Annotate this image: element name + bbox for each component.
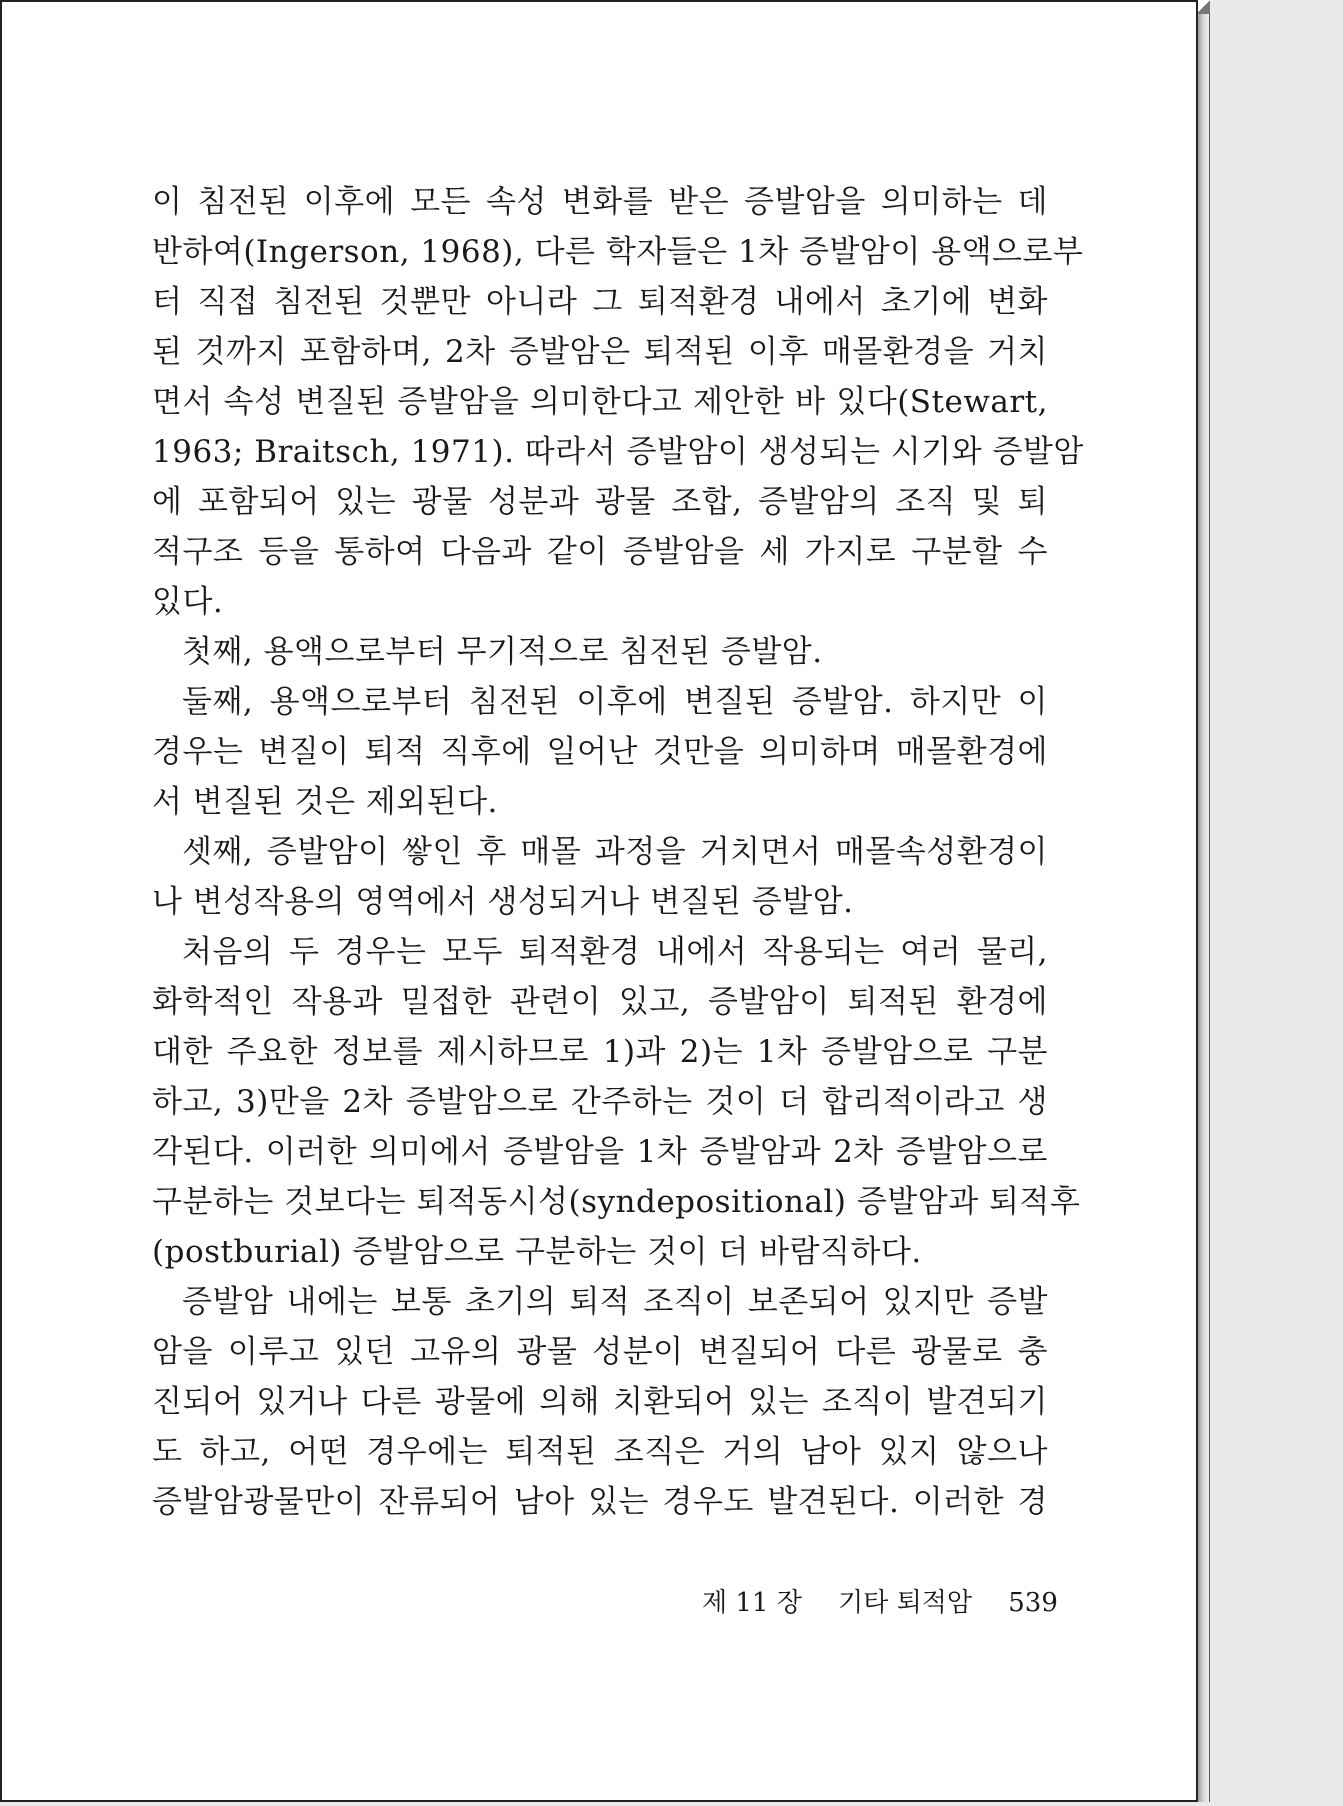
text-line: 셋째, 증발암이 쌓인 후 매몰 과정을 거치면서 매몰속성환경이 bbox=[182, 834, 1048, 870]
page-number: 539 bbox=[1008, 1588, 1058, 1618]
text-line: 면서 속성 변질된 증발암을 의미한다고 제안한 바 있다(Stewart, bbox=[152, 384, 1048, 420]
text-line: 반하여(Ingerson, 1968), 다른 학자들은 1차 증발암이 용액으로부 bbox=[152, 234, 1084, 270]
text-line: 진되어 있거나 다른 광물에 의해 치환되어 있는 조직이 발견되기 bbox=[152, 1384, 1048, 1420]
text-line: 하고, 3)만을 2차 증발암으로 간주하는 것이 더 합리적이라고 생 bbox=[152, 1084, 1048, 1120]
paragraph bbox=[152, 927, 1081, 1277]
text-line: 도 하고, 어떤 경우에는 퇴적된 조직은 거의 남아 있지 않으나 bbox=[152, 1434, 1048, 1470]
chapter-title: 기타 퇴적암 bbox=[838, 1588, 972, 1618]
text-line: (postburial) 증발암으로 구분하는 것이 더 바람직하다. bbox=[152, 1234, 922, 1270]
text-line: 경우는 변질이 퇴적 직후에 일어난 것만을 의미하며 매몰환경에 bbox=[152, 734, 1048, 770]
chapter-label: 제 11 장 bbox=[702, 1588, 802, 1618]
text-line: 구분하는 것보다는 퇴적동시성(syndepositional) 증발암과 퇴적후 bbox=[152, 1184, 1081, 1220]
paragraph bbox=[152, 827, 1048, 927]
text-line: 화학적인 작용과 밀접한 관련이 있고, 증발암이 퇴적된 환경에 bbox=[152, 984, 1048, 1020]
paragraph bbox=[152, 677, 1048, 827]
text-line: 터 직접 침전된 것뿐만 아니라 그 퇴적환경 내에서 초기에 변화 bbox=[152, 284, 1048, 320]
text-line: 나 변성작용의 영역에서 생성되거나 변질된 증발암. bbox=[152, 884, 854, 920]
text-line: 에 포함되어 있는 광물 성분과 광물 조합, 증발암의 조직 및 퇴 bbox=[152, 484, 1048, 520]
text-line: 처음의 두 경우는 모두 퇴적환경 내에서 작용되는 여러 물리, bbox=[182, 934, 1048, 970]
text-line: 증발암광물만이 잔류되어 남아 있는 경우도 발견된다. 이러한 경 bbox=[152, 1484, 1048, 1520]
text-line: 대한 주요한 정보를 제시하므로 1)과 2)는 1차 증발암으로 구분 bbox=[152, 1034, 1048, 1070]
text-line: 첫째, 용액으로부터 무기적으로 침전된 증발암. bbox=[182, 634, 823, 670]
paragraph bbox=[152, 1277, 1048, 1527]
text-line: 서 변질된 것은 제외된다. bbox=[152, 784, 498, 820]
page-footer bbox=[702, 1582, 1058, 1619]
page-edge-shadow bbox=[1196, 6, 1210, 1802]
text-line: 된 것까지 포함하며, 2차 증발암은 퇴적된 이후 매몰환경을 거치 bbox=[152, 334, 1048, 370]
paragraph bbox=[152, 177, 1084, 627]
text-line: 적구조 등을 통하여 다음과 같이 증발암을 세 가지로 구분할 수 bbox=[152, 534, 1048, 570]
text-line: 암을 이루고 있던 고유의 광물 성분이 변질되어 다른 광물로 충 bbox=[152, 1334, 1048, 1370]
text-line: 이 침전된 이후에 모든 속성 변화를 받은 증발암을 의미하는 데 bbox=[152, 184, 1048, 220]
text-line: 둘째, 용액으로부터 침전된 이후에 변질된 증발암. 하지만 이 bbox=[182, 684, 1048, 720]
text-line: 각된다. 이러한 의미에서 증발암을 1차 증발암과 2차 증발암으로 bbox=[152, 1134, 1048, 1170]
text-line: 1963; Braitsch, 1971). 따라서 증발암이 생성되는 시기와 증발암 bbox=[152, 434, 1084, 470]
text-line: 있다. bbox=[152, 584, 224, 620]
page-corner-fold bbox=[1196, 0, 1210, 14]
text-line: 증발암 내에는 보통 초기의 퇴적 조직이 보존되어 있지만 증발 bbox=[182, 1284, 1048, 1320]
page-body bbox=[152, 177, 1084, 1527]
paragraph bbox=[152, 627, 1048, 677]
